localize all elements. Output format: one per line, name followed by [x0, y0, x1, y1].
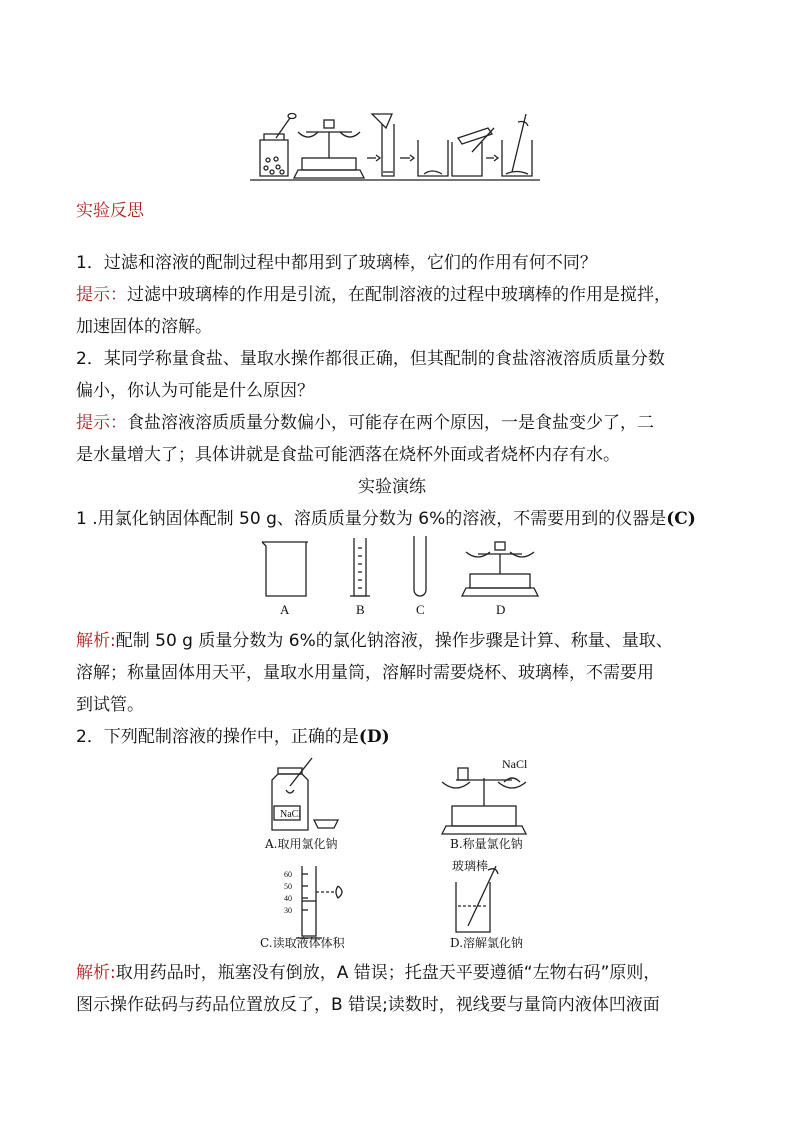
exercise-2-question: [76, 726, 390, 748]
practice-title: 实验演练: [358, 477, 426, 497]
analysis-text: 配制 50 g 质量分数为 6%的氯化钠溶液，操作步骤是计算、称量、量取、: [115, 631, 673, 651]
apparatus-options-figure: [256, 534, 546, 620]
hint-label: 提示：: [76, 413, 127, 433]
hint-text: 过滤中玻璃棒的作用是引流，在配制溶液的过程中玻璃棒的作用是搅拌，: [127, 285, 671, 305]
caption-a: A.取用氯化钠: [265, 837, 338, 851]
exercise-1-answer: (C): [666, 509, 696, 529]
section-heading: 实验反思: [76, 201, 144, 221]
caption-d: D.溶解氯化钠: [450, 936, 524, 950]
analysis-label: 解析:: [76, 631, 116, 651]
hint-label: 提示：: [76, 285, 127, 305]
tick-30: 30: [284, 906, 292, 915]
option-label-c: C: [416, 602, 425, 617]
option-label-b: B: [356, 602, 365, 617]
reflection-question-2: 2．某同学称量食盐、量取水操作都很正确，但其配制的食盐溶液溶质质量分数: [76, 349, 665, 369]
tick-50: 50: [284, 882, 292, 891]
exercise-1-text: 1 .用氯化钠固体配制 50 g、溶质质量分数为 6%的溶液，不需要用到的仪器是: [76, 509, 667, 529]
reflection-question-2-cont: 偏小，你认为可能是什么原因？: [76, 381, 314, 401]
analysis-label: 解析:: [76, 963, 116, 983]
operation-options-figure: [256, 756, 556, 952]
nacl-label-bottle: NaCl: [280, 809, 302, 820]
tick-40: 40: [284, 894, 292, 903]
exercise-2-text: 2．下列配制溶液的操作中，正确的是: [76, 727, 359, 747]
exercise-1-question: [76, 508, 696, 530]
tick-60: 60: [284, 870, 292, 879]
exercise-1-analysis-cont-2: 到试管。: [76, 695, 144, 715]
exercise-1-analysis: [76, 630, 673, 652]
option-label-d: D: [496, 602, 506, 617]
nacl-label-balance: NaCl: [502, 757, 528, 771]
exercise-2-analysis: [76, 962, 660, 984]
caption-c: C.读取液体体积: [260, 936, 345, 950]
reflection-answer-1: [76, 284, 671, 306]
reflection-answer-2: [76, 412, 654, 434]
exercise-2-answer: (D): [358, 727, 390, 747]
experiment-process-figure: [250, 112, 540, 184]
caption-b: B.称量氯化钠: [450, 837, 523, 851]
reflection-answer-1-cont: 加速固体的溶解。: [76, 317, 212, 337]
exercise-1-analysis-cont-1: 溶解；称量固体用天平，量取水用量筒，溶解时需要烧杯、玻璃棒，不需要用: [76, 663, 654, 683]
glass-rod-label: 玻璃棒: [452, 859, 489, 873]
reflection-answer-2-cont: 是水量增大了；具体讲就是食盐可能洒落在烧杯外面或者烧杯内存有水。: [76, 445, 620, 465]
reflection-question-1: 1．过滤和溶液的配制过程中都用到了玻璃棒，它们的作用有何不同？: [76, 253, 597, 273]
option-label-a: A: [280, 602, 290, 617]
analysis-text: 取用药品时，瓶塞没有倒放，A 错误；托盘天平要遵循“左物右码”原则，: [115, 963, 661, 983]
hint-text: 食盐溶液溶质质量分数偏小，可能存在两个原因，一是食盐变少了，二: [127, 413, 654, 433]
exercise-2-analysis-cont: 图示操作砝码与药品位置放反了，B 错误;读数时，视线要与量筒内液体凹液面: [76, 995, 660, 1015]
